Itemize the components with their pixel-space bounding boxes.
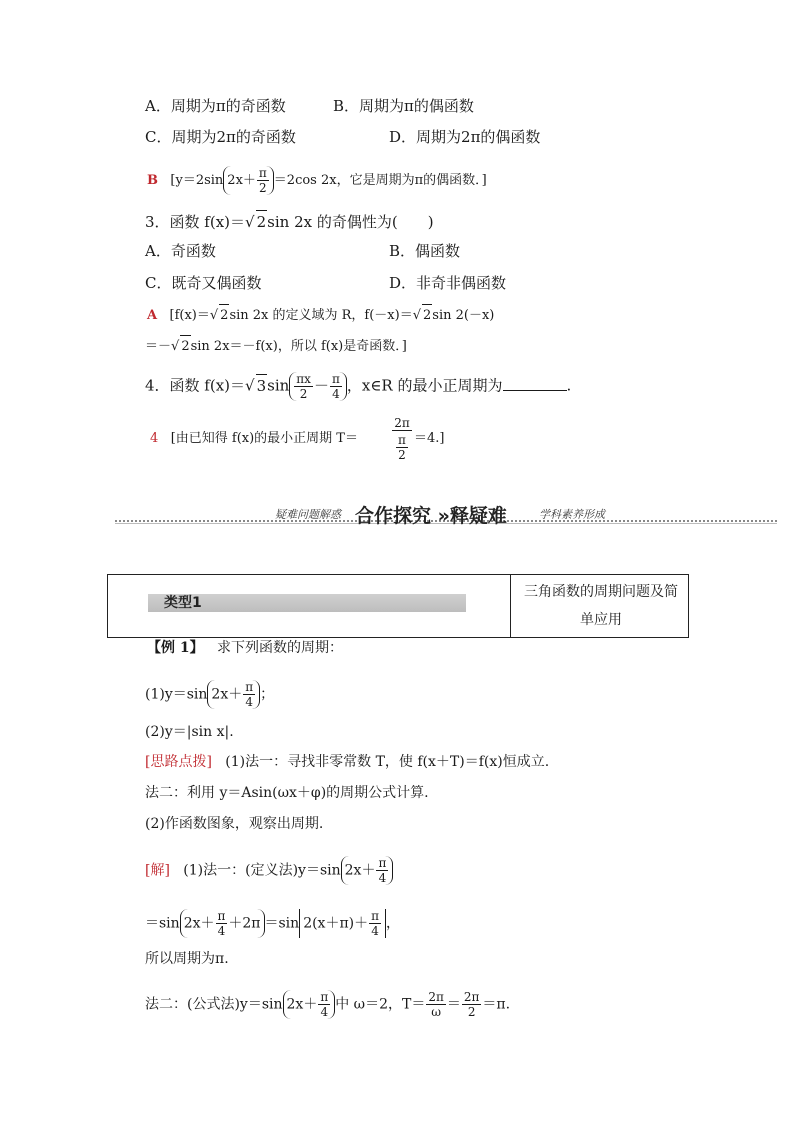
math-text: ＝sin [145, 915, 180, 932]
denominator: 4 [371, 924, 379, 938]
numerator: π [331, 372, 340, 386]
paren-group [180, 909, 265, 938]
solution-label: [解] [145, 862, 170, 879]
q2-option-a: A．周期为π的奇函数 [145, 97, 286, 115]
answer-text: ＝－ [145, 339, 172, 354]
box-divider [510, 575, 511, 637]
type-box [107, 574, 689, 638]
q4-answer [150, 428, 358, 450]
math-text: (1)法一：(定义法)y＝sin [183, 862, 341, 879]
stem-text: 4．函数 f(x)＝ [145, 376, 246, 395]
math-text: ， [386, 915, 401, 932]
denominator: 2 [299, 387, 308, 401]
stem-text: . [566, 376, 572, 395]
example-label: 【例 1】 [147, 640, 204, 656]
q3-answer-line1: A [f(x)＝√ 2sin 2x 的定义域为 R，f(－x)＝√ 2sin 2(－x) [147, 304, 494, 327]
math-text: 2(x＋π)＋ [303, 915, 369, 932]
q2-option-b: B．周期为π的偶函数 [333, 97, 474, 115]
denominator-denominator: 2 [398, 448, 406, 462]
answer-blank [503, 390, 567, 391]
numerator: π [258, 166, 267, 180]
math-text: ＝ [446, 996, 461, 1013]
math-text: － [313, 376, 329, 395]
sqrt-value: 3 [256, 374, 268, 397]
paren-group [283, 990, 336, 1019]
numerator: 2π [392, 416, 412, 431]
solution-line-4 [145, 990, 510, 1019]
q3-answer-line2: ＝－√ 2sin 2x＝－f(x)，所以 f(x)是奇函数．] [145, 335, 407, 358]
hint-line-2: 法二：利用 y＝Asin(ωx＋φ)的周期公式计算. [145, 785, 429, 801]
sqrt-value: 2 [256, 210, 268, 233]
numerator: π [217, 909, 226, 923]
fraction [369, 909, 381, 938]
numerator: 2π [428, 990, 444, 1004]
denominator: 4 [332, 387, 340, 401]
banner-title: 合作探究 »释疑难 [355, 505, 507, 527]
bracket-group [299, 909, 386, 938]
fraction [294, 372, 313, 401]
section-banner [115, 502, 777, 526]
example-prompt: 求下列函数的周期： [216, 640, 343, 656]
fraction [216, 909, 228, 938]
answer-text: [f(x)＝ [169, 308, 210, 323]
answer-value: 4 [150, 431, 159, 446]
paren-group [341, 856, 394, 885]
answer-text: sin 2x＝－f(x)，所以 f(x)是奇函数．] [190, 339, 407, 354]
denominator: 4 [217, 924, 226, 938]
denominator: 2 [259, 181, 267, 195]
stem-text: ，x∈R 的最小正周期为 [346, 376, 503, 395]
sqrt-value: 2 [422, 304, 432, 327]
example-heading [147, 637, 343, 659]
paren-group [223, 166, 274, 195]
math-text: ＋2π [228, 915, 261, 932]
q2-option-d: D．周期为2π的偶函数 [389, 128, 541, 146]
math-text: 2x＋ [227, 173, 256, 188]
q4-answer-end: ＝4.] [414, 431, 445, 446]
fraction [376, 856, 388, 885]
math-text: (1)y＝sin [145, 686, 208, 703]
hint-text: (1)法一：寻找非零常数 T，使 f(x＋T)＝f(x)恒成立. [225, 754, 550, 770]
denominator: 4 [245, 695, 253, 709]
math-text: 2x＋ [183, 915, 215, 932]
hint-line-1 [145, 751, 549, 773]
stem-text: sin 2x 的奇偶性为( ) [267, 213, 434, 231]
q3-option-b: B．偶函数 [389, 242, 461, 260]
math-text: 2x＋ [286, 996, 318, 1013]
answer-letter: A [147, 308, 158, 323]
answer-text: ＝2cos 2x，它是周期为π的偶函数．] [273, 173, 487, 188]
banner-left-text: 疑难问题解惑 [275, 508, 341, 521]
denominator: 4 [378, 871, 387, 885]
q4-stem: 4．函数 f(x)＝√ 3sin $\frac{\pi x}{2}$ － $\frac{\pi}{4}$ ，x∈R 的最小正周期为 . [145, 372, 572, 401]
stem-text: 3．函数 f(x)＝ [145, 213, 246, 231]
fraction [257, 166, 269, 195]
solution-line-1 [145, 856, 393, 885]
solution-line-3: 所以周期为π. [145, 951, 229, 967]
answer-text: [由已知得 f(x)的最小正周期 T＝ [170, 431, 358, 446]
math-text: ＝π. [482, 996, 511, 1013]
q3-option-d: D．非奇非偶函数 [389, 274, 507, 292]
solution-line-2 [145, 909, 400, 938]
math-text: ＝sin [264, 915, 300, 932]
q2-answer [147, 166, 487, 195]
paren-group [289, 372, 347, 401]
answer-letter: B [147, 173, 158, 188]
q4-answer-fraction [392, 416, 412, 462]
answer-text: sin 2(－x) [432, 308, 495, 323]
hint-label: [思路点拨] [145, 754, 212, 770]
numerator: π [371, 909, 380, 923]
stem-text: sin [267, 376, 290, 395]
fraction [330, 372, 342, 401]
math-text: 法二：(公式法)y＝sin [145, 996, 283, 1013]
denominator-numerator: π [396, 433, 408, 448]
sqrt-value: 2 [219, 304, 229, 327]
type-tag-label: 类型1 [164, 595, 202, 611]
q2-option-c: C．周期为2π的奇函数 [145, 128, 296, 146]
q3-option-a: A．奇函数 [145, 242, 216, 260]
q3-option-c: C．既奇又偶函数 [145, 274, 262, 292]
sqrt-value: 2 [180, 335, 190, 358]
math-text: 中 ω＝2，T＝ [335, 996, 426, 1013]
fraction [426, 990, 446, 1019]
answer-text: [y＝2sin [170, 173, 224, 188]
numerator: 2π [463, 990, 480, 1004]
hint-line-3: (2)作函数图象，观察出周期. [145, 816, 324, 832]
q3-stem: 3．函数 f(x)＝√ 2sin 2x 的奇偶性为( ) [145, 210, 434, 233]
paren-group [207, 680, 260, 709]
denominator: 2 [467, 1005, 476, 1019]
example-part-1 [145, 680, 274, 709]
numerator: π [245, 680, 254, 694]
fraction [462, 990, 482, 1019]
fraction [243, 680, 255, 709]
type-title: 三角函数的周期问题及简单应用 [524, 584, 678, 628]
denominator: ω [431, 1005, 441, 1019]
math-text: ； [260, 686, 275, 703]
numerator: πx [296, 372, 311, 386]
math-text: 2x＋ [344, 862, 376, 879]
numerator: π [320, 990, 329, 1004]
answer-text: sin 2x 的定义域为 R，f(－x)＝ [229, 308, 413, 323]
numerator: π [378, 856, 387, 870]
math-text: 2x＋ [211, 686, 243, 703]
example-part-2: (2)y＝|sin x|. [145, 724, 234, 740]
denominator: 4 [320, 1005, 329, 1019]
fraction [318, 990, 330, 1019]
banner-right-text: 学科素养形成 [539, 508, 605, 521]
